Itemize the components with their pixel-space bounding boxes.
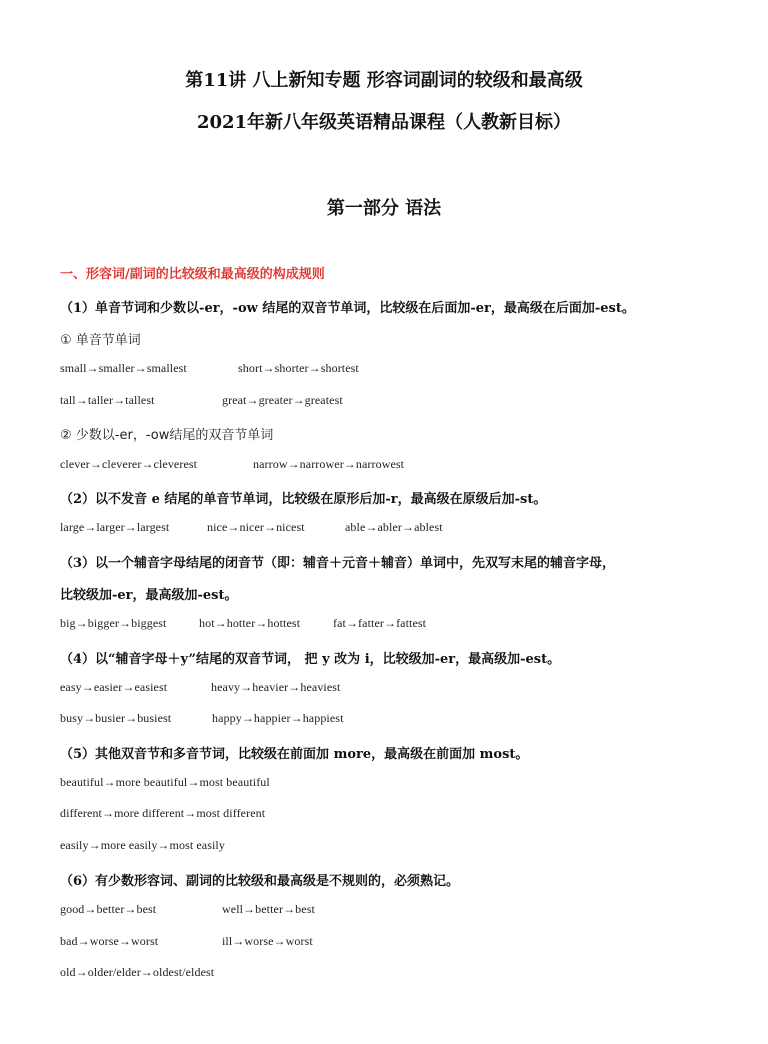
example-nice: nice→nicer→nicest bbox=[207, 520, 305, 534]
example-line bbox=[60, 711, 344, 726]
example-line bbox=[60, 393, 343, 408]
example-able: able→abler→ablest bbox=[345, 520, 443, 534]
example-line bbox=[60, 934, 313, 949]
example-easily: easily→more easily→most easily bbox=[60, 838, 225, 852]
subhead-1: ① 单音节单词 bbox=[60, 333, 141, 348]
example-line bbox=[60, 616, 426, 631]
example-large: large→larger→largest bbox=[60, 520, 170, 534]
example-heavy: heavy→heavier→heaviest bbox=[211, 680, 341, 694]
rule-3-cont: 比较级加-er，最高级加-est。 bbox=[60, 588, 238, 603]
rule-5: （5）其他双音节和多音节词，比较级在前面加 more，最高级在前面加 most。 bbox=[60, 747, 529, 762]
part-title: 第一部分 语法 bbox=[326, 198, 442, 219]
example-line bbox=[60, 520, 443, 535]
example-short: short→shorter→shortest bbox=[238, 361, 359, 375]
example-tall: tall→taller→tallest bbox=[60, 393, 155, 407]
example-line bbox=[60, 680, 340, 695]
example-line bbox=[60, 457, 404, 472]
course-title: 2021年新八年级英语精品课程（人教新目标） bbox=[196, 112, 572, 133]
example-fat: fat→fatter→fattest bbox=[333, 616, 427, 630]
rule-1: （1）单音节词和少数以-er，-ow 结尾的双音节单词，比较级在后面加-er，最高级在后面加-est。 bbox=[60, 301, 635, 316]
example-line bbox=[60, 361, 359, 376]
example-line bbox=[60, 902, 315, 917]
example-small: small→smaller→smallest bbox=[60, 361, 187, 375]
example-big: big→bigger→biggest bbox=[60, 616, 167, 630]
example-great: great→greater→greatest bbox=[222, 393, 343, 407]
example-beautiful: beautiful→more beautiful→most beautiful bbox=[60, 775, 270, 789]
subhead-2: ② 少数以-er，-ow结尾的双音节单词 bbox=[60, 428, 274, 443]
section-heading: 一、形容词/副词的比较级和最高级的构成规则 bbox=[60, 267, 325, 282]
rule-4: （4）以“辅音字母＋y”结尾的双音节词， 把 y 改为 i，比较级加-er，最高级加-est。 bbox=[60, 652, 561, 667]
example-bad: bad→worse→worst bbox=[60, 934, 159, 948]
example-well: well→better→best bbox=[222, 902, 315, 916]
rule-3: （3）以一个辅音字母结尾的闭音节（即：辅音＋元音＋辅音）单词中，先双写末尾的辅音字母， bbox=[60, 556, 616, 571]
example-busy: busy→busier→busiest bbox=[60, 711, 172, 725]
example-different: different→more different→most different bbox=[60, 806, 266, 820]
rule-6: （6）有少数形容词、副词的比较级和最高级是不规则的，必须熟记。 bbox=[60, 874, 460, 889]
example-easy: easy→easier→easiest bbox=[60, 680, 168, 694]
example-hot: hot→hotter→hottest bbox=[199, 616, 301, 630]
example-clever: clever→cleverer→cleverest bbox=[60, 457, 198, 471]
rule-2: （2）以不发音 e 结尾的单音节单词，比较级在原形后加-r，最高级在原级后加-st。 bbox=[60, 492, 547, 507]
example-good: good→better→best bbox=[60, 902, 157, 916]
example-happy: happy→happier→happiest bbox=[212, 711, 344, 725]
example-narrow: narrow→narrower→narrowest bbox=[253, 457, 405, 471]
lesson-title: 第11讲 八上新知专题 形容词副词的较级和最高级 bbox=[185, 70, 583, 91]
example-ill: ill→worse→worst bbox=[222, 934, 313, 948]
example-old: old→older/elder→oldest/eldest bbox=[60, 965, 215, 979]
